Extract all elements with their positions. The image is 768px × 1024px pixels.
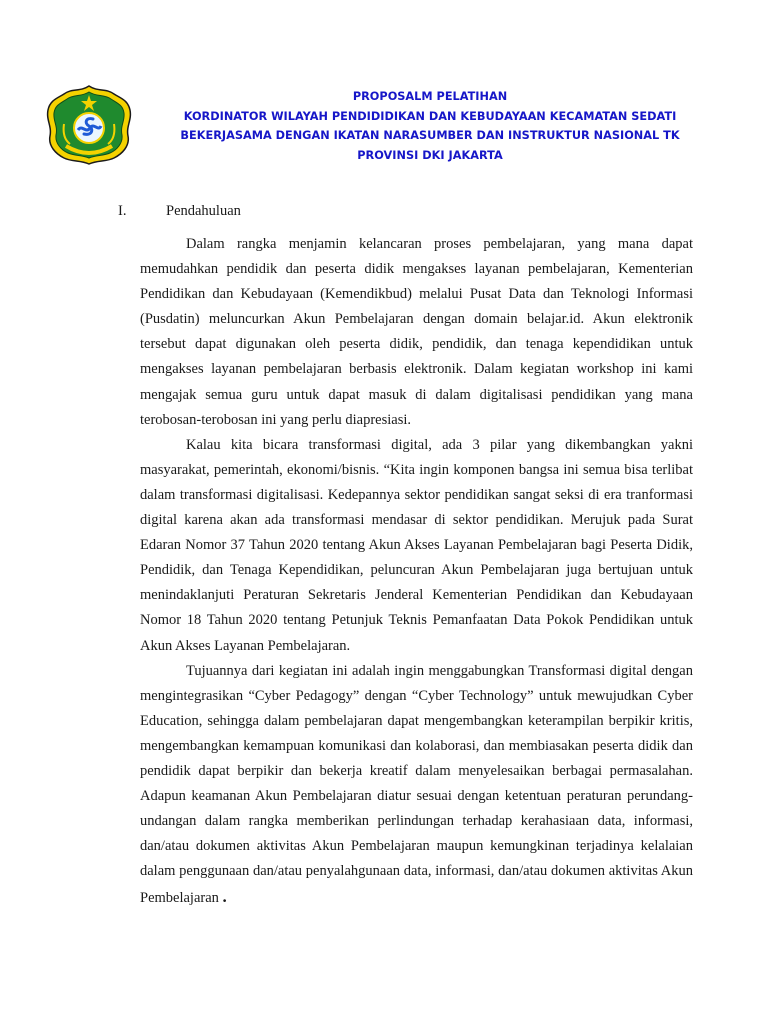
section-number: I. bbox=[118, 203, 127, 219]
paragraph-text: Tujuannya dari kegiatan ini adalah ingin menggabungkan Transformasi digital dengan mengintegrasikan “Cyber Pedagogy” dengan “Cyber Technology” untuk mewujudkan Cyber Education, sehingga dalam pembelajaran dapat mengembangkan keterampilan berpikir kritis, mengembangkan kemampuan komunikasi dan kolaborasi, dan membiasakan peserta didik dan pendidik dapat berpikir dan bekerja kreatif dalam menyelesaikan berbagai permasalahan. Adapun keamanan Akun Pembelajaran diatur sesuai dengan ketentuan peraturan perundang-undangan dalam rangka memberikan perlindungan terhadap kerahasiaan data, informasi, dan/atau dokumen aktivitas Akun Pembelajaran maupun kemungkinan terjadinya kelalaian dalam penggunaan dan/atau penyalahgunaan data, informasi, dan/atau dokumen aktivitas Akun Pembelajaran bbox=[140, 662, 693, 907]
title-line-1: PROPOSALM PELATIHAN bbox=[352, 90, 508, 103]
title-line-3: BEKERJASAMA DENGAN IKATAN NARASUMBER DAN INSTRUKTUR NASIONAL TK bbox=[180, 129, 680, 142]
regency-emblem-icon bbox=[46, 84, 132, 166]
document-body bbox=[140, 232, 693, 912]
paragraph: Kalau kita bicara transformasi digital, ada 3 pilar yang dikembangkan yakni masyarakat, pemerintah, ekonomi/bisnis. “Kita ingin komponen bangsa ini semua bisa terlibat dalam transformasi digitalisasi. Kedepannya sektor pendidikan sangat seksi di era tranformasi digital karena akan ada transformasi mendasar di sektor pendidikan. Merujuk pada Surat Edaran Nomor 37 Tahun 2020 tentang Akun Akses Layanan Pembelajaran bagi Peserta Didik, Pendidik, dan Tenaga Kependidikan, peluncuran Akun Pembelajaran juga bertujuan untuk menindaklanjuti Peraturan Sekretaris Jenderal Kementerian Pendidikan dan Kebudayaan Nomor 18 Tahun 2020 tentang Petunjuk Teknis Pemanfaatan Data Pokok Pendidikan untuk Akun Akses Layanan Pembelajaran. bbox=[140, 436, 693, 654]
paragraph bbox=[140, 659, 693, 912]
title-line-2: KORDINATOR WILAYAH PENDIDIDIKAN DAN KEBUDAYAAN KECAMATAN SEDATI bbox=[183, 109, 677, 123]
paragraph: Dalam rangka menjamin kelancaran proses pembelajaran, yang mana dapat memudahkan pendidik dan peserta didik mengakses layanan pembelajaran, Kementerian Pendidikan dan Kebudayaan (Kemendikbud) melalui Pusat Data dan Teknologi Informasi (Pusdatin) meluncurkan Akun Pembelajaran dengan domain belajar.id. Akun elektronik tersebut dapat digunakan oleh peserta didik, pendidik, dan tenaga kependidikan untuk mengakses layanan pembelajaran berbasis elektronik. Dalam kegiatan workshop ini kami mengajak semua guru untuk dapat masuk di dalam digitalisasi pendidikan yang mana terobosan-terobosan ini yang perlu diapresiasi. bbox=[140, 236, 693, 428]
final-period: . bbox=[222, 887, 227, 907]
section-heading bbox=[118, 200, 241, 222]
section-title: Pendahuluan bbox=[166, 203, 241, 219]
title-line-4: PROVINSI DKI JAKARTA bbox=[357, 148, 503, 162]
document-title bbox=[170, 87, 690, 165]
